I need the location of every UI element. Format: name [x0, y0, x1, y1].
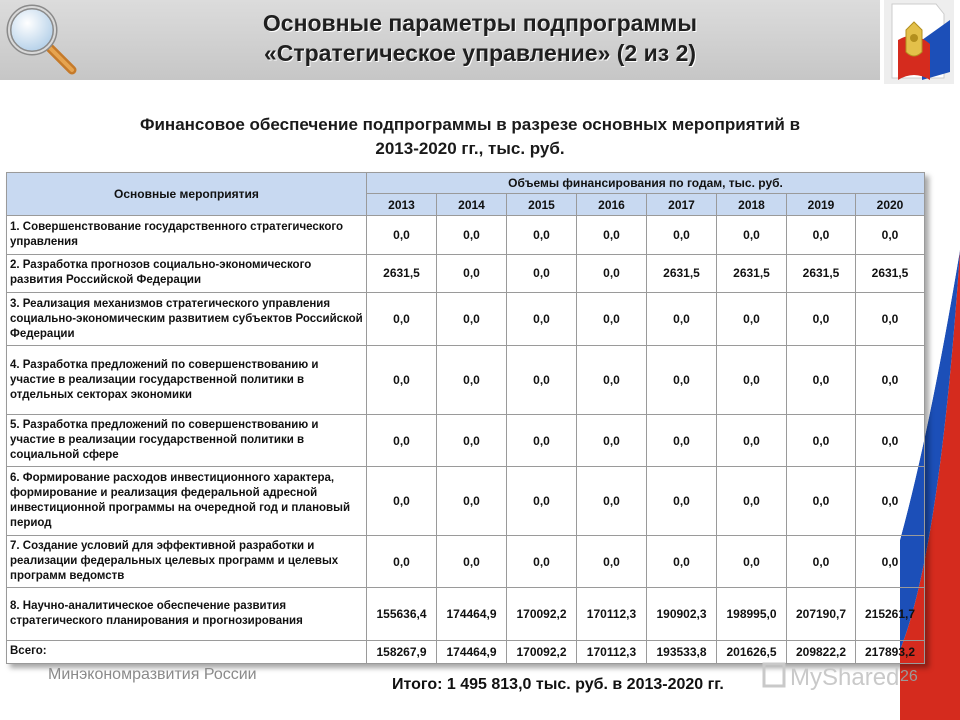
year-header: 2017 [647, 194, 717, 216]
table-row [7, 467, 925, 536]
caption-line-1: Финансовое обеспечение подпрограммы в разрезе основных мероприятий в [139, 115, 801, 134]
value-cell: 0,0 [507, 467, 577, 536]
value-cell: 0,0 [577, 292, 647, 345]
activity-name: 6. Формирование расходов инвестиционного характера, формирование и реализация федеральной адресной инвестиционной программы на очередной год и плановый период [7, 467, 367, 536]
total-label: Всего: [7, 640, 367, 663]
value-cell: 0,0 [856, 414, 925, 466]
title-line-2: «Стратегическое управление» (2 из 2) [263, 40, 697, 66]
value-cell: 0,0 [647, 292, 717, 345]
total-value-cell: 174464,9 [437, 640, 507, 663]
value-cell: 0,0 [787, 535, 856, 587]
value-cell: 0,0 [647, 535, 717, 587]
value-cell: 0,0 [856, 346, 925, 415]
value-cell: 0,0 [437, 346, 507, 415]
value-cell: 0,0 [367, 292, 437, 345]
value-cell: 0,0 [787, 346, 856, 415]
value-cell: 0,0 [507, 346, 577, 415]
value-cell: 0,0 [577, 254, 647, 292]
table-row [7, 535, 925, 587]
value-cell: 0,0 [647, 467, 717, 536]
value-cell: 170092,2 [507, 588, 577, 640]
value-cell: 0,0 [577, 414, 647, 466]
value-cell: 2631,5 [717, 254, 787, 292]
page-title [90, 8, 870, 68]
value-cell: 155636,4 [367, 588, 437, 640]
value-cell: 0,0 [787, 216, 856, 254]
activity-name: 7. Создание условий для эффективной разработки и реализации федеральных целевых программ и целевых программ ведомств [7, 535, 367, 587]
year-header: 2015 [507, 194, 577, 216]
value-cell: 2631,5 [367, 254, 437, 292]
value-cell: 0,0 [787, 414, 856, 466]
value-cell: 0,0 [717, 414, 787, 466]
value-cell: 0,0 [577, 346, 647, 415]
value-cell: 0,0 [577, 535, 647, 587]
value-cell: 207190,7 [787, 588, 856, 640]
value-cell: 0,0 [856, 467, 925, 536]
activity-name: 2. Разработка прогнозов социально-экономического развития Российской Федерации [7, 254, 367, 292]
value-cell: 0,0 [507, 216, 577, 254]
activity-name: 3. Реализация механизмов стратегического управления социально-экономическим развитием субъектов Российской Федерации [7, 292, 367, 345]
activity-name: 5. Разработка предложений по совершенствованию и участие в реализации государственной политики в социальной сфере [7, 414, 367, 466]
value-cell: 2631,5 [856, 254, 925, 292]
value-cell: 0,0 [717, 535, 787, 587]
table-row [7, 346, 925, 415]
activity-name: 8. Научно-аналитическое обеспечение развития стратегического планирования и прогнозирования [7, 588, 367, 640]
value-cell: 0,0 [367, 346, 437, 415]
table-row [7, 292, 925, 345]
value-cell: 0,0 [437, 414, 507, 466]
value-cell: 0,0 [507, 414, 577, 466]
value-cell: 0,0 [577, 467, 647, 536]
value-cell: 0,0 [856, 292, 925, 345]
value-cell: 0,0 [717, 216, 787, 254]
watermark-logo [760, 656, 910, 696]
value-cell: 0,0 [856, 216, 925, 254]
total-value-cell: 209822,2 [787, 640, 856, 663]
year-header: 2018 [717, 194, 787, 216]
total-value-cell: 217893,2 [856, 640, 925, 663]
value-cell: 0,0 [717, 467, 787, 536]
value-cell: 0,0 [787, 467, 856, 536]
value-cell: 0,0 [367, 535, 437, 587]
value-cell: 0,0 [437, 292, 507, 345]
title-line-1: Основные параметры подпрограммы [262, 10, 698, 36]
value-cell: 0,0 [507, 535, 577, 587]
total-value-cell: 201626,5 [717, 640, 787, 663]
value-cell: 190902,3 [647, 588, 717, 640]
page-number: 26 [900, 668, 918, 685]
activity-name: 4. Разработка предложений по совершенствованию и участие в реализации государственной политики в отдельных секторах экономики [7, 346, 367, 415]
table-row [7, 254, 925, 292]
value-cell: 0,0 [787, 292, 856, 345]
value-cell: 2631,5 [787, 254, 856, 292]
value-cell: 0,0 [647, 216, 717, 254]
year-header: 2016 [577, 194, 647, 216]
value-cell: 0,0 [437, 467, 507, 536]
financing-table [6, 172, 925, 664]
total-value-cell: 158267,9 [367, 640, 437, 663]
value-cell: 0,0 [367, 216, 437, 254]
coat-of-arms-flag-emblem [884, 0, 954, 84]
watermark-text: MyShared [790, 664, 900, 691]
grand-total-text: Итого: 1 495 813,0 тыс. руб. в 2013-2020 гг. [392, 676, 724, 693]
year-header: 2019 [787, 194, 856, 216]
value-cell: 174464,9 [437, 588, 507, 640]
total-value-cell: 193533,8 [647, 640, 717, 663]
value-cell: 0,0 [367, 467, 437, 536]
total-value-cell: 170092,2 [507, 640, 577, 663]
header-activities: Основные мероприятия [7, 173, 367, 216]
value-cell: 0,0 [856, 535, 925, 587]
ministry-footer: Минэкономразвития России [48, 666, 257, 683]
activity-name: 1. Совершенствование государственного стратегического управления [7, 216, 367, 254]
value-cell: 0,0 [647, 346, 717, 415]
table-row [7, 414, 925, 466]
value-cell: 0,0 [717, 346, 787, 415]
value-cell: 215261,7 [856, 588, 925, 640]
value-cell: 0,0 [507, 254, 577, 292]
value-cell: 0,0 [647, 414, 717, 466]
year-header: 2013 [367, 194, 437, 216]
value-cell: 0,0 [577, 216, 647, 254]
value-cell: 0,0 [717, 292, 787, 345]
header-financing-by-year: Объемы финансирования по годам, тыс. руб. [367, 173, 925, 194]
magnifier-icon [4, 2, 78, 76]
year-header: 2014 [437, 194, 507, 216]
year-header: 2020 [856, 194, 925, 216]
value-cell: 170112,3 [577, 588, 647, 640]
value-cell: 198995,0 [717, 588, 787, 640]
value-cell: 0,0 [437, 254, 507, 292]
caption-line-2: 2013-2020 гг., тыс. руб. [375, 139, 565, 158]
value-cell: 0,0 [507, 292, 577, 345]
table-caption [30, 113, 910, 161]
total-value-cell: 170112,3 [577, 640, 647, 663]
value-cell: 0,0 [367, 414, 437, 466]
value-cell: 0,0 [437, 535, 507, 587]
table-row [7, 588, 925, 640]
value-cell: 0,0 [437, 216, 507, 254]
table-row [7, 216, 925, 254]
value-cell: 2631,5 [647, 254, 717, 292]
